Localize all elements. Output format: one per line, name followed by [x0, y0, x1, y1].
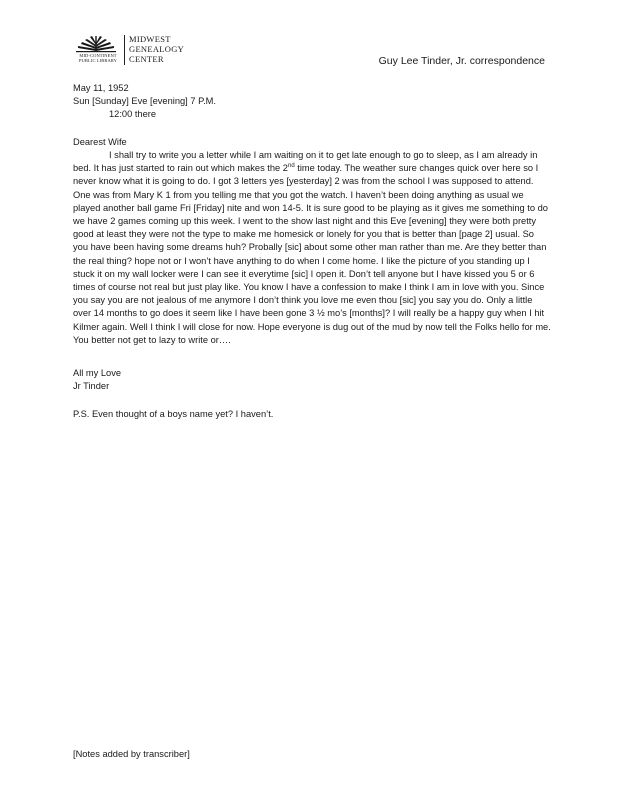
letter-there-time: 12:00 there	[109, 109, 157, 120]
letter-date: May 11, 1952	[73, 83, 129, 93]
logo-line-2: GENEALOGY	[129, 44, 185, 54]
letter-body-part-2: time today. The weather sure changes quick over here so I never know what it is going to do. I got 3 letters yes [yesterday] 2 was from the school I was supposed to attend. One was from Mary K 1 from you telling me that you got the watch. I haven’t been doing anything as usual we played another ball game Fri [Friday] nite and won 14-5. It is sure good to be playing as it gives me something to do we have 2 games coming up this week. I went to the show last night and this Eve [evening] they were both pretty good at least they were not the type to make me homesick or lonely for you that is better than [page 2] usual. So you have been having some dreams huh? Probally [sic] about some other man rather than me. Are they better than the real thing? hope not or I won’t have anything to do when I come home. I like the picture of you standing up I stuck it on my wall locker were I can see it everytime [sic] I open it. Don’t tell anyone but I have kissed you 5 or 6 times of course not real but just play like. You know I have a confession to make I think I am in love with you. Since you say you are not jealous of me anymore I don’t think you love me even thou [sic] you say you do. Only a little over 14 months to go does it seem like I have been gone 3 ½ mo’s [months]? I will really be a happy guy when I hit Kilmer again. Well I think I will close for now. Hope everyone is dug out of the mud by now tell the Folks hello for me. You better not get to lazy to write or….	[73, 163, 551, 345]
logo-divider	[124, 35, 125, 65]
postscript: P.S. Even thought of a boys name yet? I haven’t.	[73, 409, 274, 419]
logo-wordmark	[129, 34, 184, 64]
open-book-icon	[72, 33, 120, 69]
letter-body-part-1: I shall try to write you a letter while I am waiting on it to get late enough to go to sleep, as I am already in bed. It has just started to rain out which makes the 2	[73, 150, 538, 174]
library-logo	[72, 33, 212, 69]
collection-title: Guy Lee Tinder, Jr. correspondence	[378, 55, 545, 67]
logo-subtitle	[74, 53, 122, 63]
date-block	[73, 82, 551, 122]
closing-line: All my Love	[73, 368, 122, 378]
ordinal-superscript: nd	[287, 163, 295, 170]
letter-day-time: Sun [Sunday] Eve [evening] 7 P.M.	[73, 96, 216, 107]
transcriber-notes: [Notes added by transcriber]	[73, 749, 190, 759]
salutation: Dearest Wife	[73, 137, 127, 147]
logo-line-3: CENTER	[129, 54, 164, 64]
signature: Jr Tinder	[73, 381, 110, 392]
closing-block	[73, 367, 551, 393]
logo-sub-line1: MID-CONTINENT	[79, 53, 117, 58]
logo-sub-line2: PUBLIC LIBRARY	[78, 58, 118, 63]
letter-body	[73, 149, 551, 347]
logo-line-1: MIDWEST	[129, 34, 171, 44]
